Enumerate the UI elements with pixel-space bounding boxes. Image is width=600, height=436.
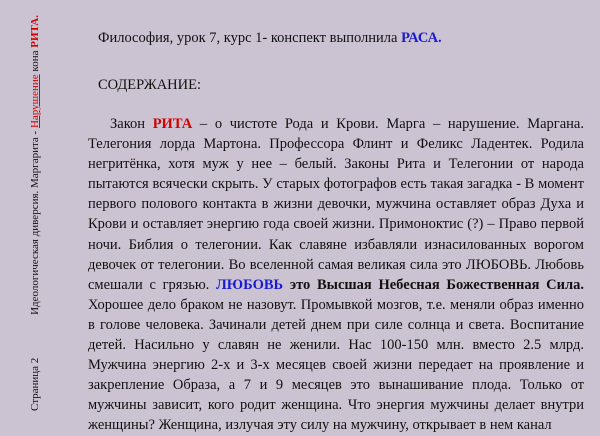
body-rita: РИТА — [152, 116, 193, 132]
sidebar-middle: кона — [29, 47, 41, 75]
sidebar-title — [28, 15, 42, 315]
body-part-3: это Высшая Небесная Божественная Сила. — [289, 276, 585, 293]
body-part-4: Хорошее дело браком не назовут. Промывкой мозгов, т.е. меняли образ именно в голове человека. Зачинали детей днем при силе солнца и света. Воспитание детей. Насильно у славян не женили. Нас 100-150 млн. вместо 2.5 млрд. Мужчина энергию 2-х и 3-х месяцев своей жизни передает на проявление и закрепление Образа, а 7 и 9 месяцев это вынашивание плода. Только от мужчины зависит, кого родит женщина. Что энергия мужчины делает внутри женщины? Женщина, излучая эту силу на мужчину, открывает в нем канал — [88, 296, 584, 434]
sidebar-name: РИТА. — [29, 15, 41, 48]
toc-title: СОДЕРЖАНИЕ: — [98, 77, 202, 93]
header-text: Философия, урок 7, курс 1- конспект выполнила — [98, 30, 402, 46]
body-part-1: Закон — [110, 116, 153, 132]
sidebar-highlight: Нарушение — [29, 74, 41, 129]
page-header — [98, 30, 442, 47]
body-love: ЛЮБОВЬ — [215, 276, 284, 293]
header-author: РАСА. — [401, 30, 442, 46]
body-part-2: – о чистоте Рода и Крови. Марга – нарушение. Маргана. Телегония лорда Мартона. Профессора Флинт и Феликс Ладентек. Родила негритёнка, хотя муж у нее – белый. Законы Рита и Телегонии от народа пытаются всячески скрыть. У старых фотографов есть такая загадка - В момент первого полового контакта в жизни девочки, мужчина оставляет образ Духа и Крови и оставляет энергию года своей жизни. Примоноктис (?) – Право первой ночи. Библия о телегонии. Как славяне избавляли изнасилованных ворогом девочек от телегонии. Во вселенной самая великая сила это ЛЮБОВЬ. Любовь смешали с грязью. — [88, 116, 584, 293]
page-number: Страница 2 — [29, 357, 41, 411]
sidebar-prefix: Идеологическая диверсия. Маргарита - — [29, 128, 41, 315]
sidebar-vertical-text — [28, 11, 42, 411]
body-paragraph — [88, 114, 584, 436]
